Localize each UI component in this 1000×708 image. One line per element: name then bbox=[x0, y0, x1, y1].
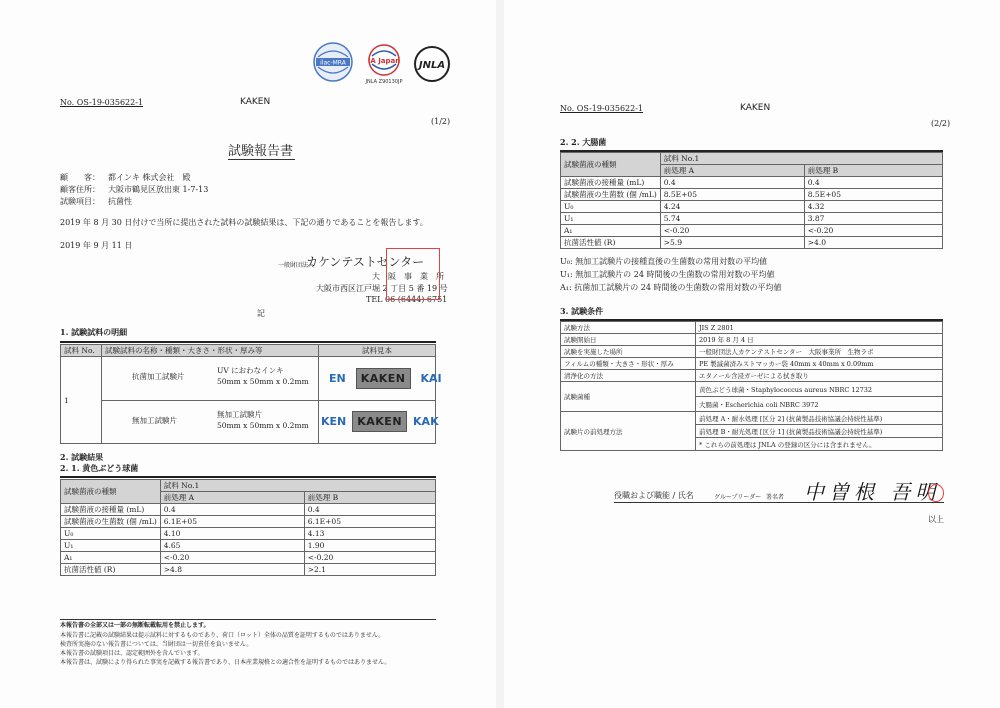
iajapan-code: JNLA Z90130JP bbox=[365, 79, 403, 85]
row-b: <-0.20 bbox=[304, 552, 435, 564]
test-item-label: 試験項目： bbox=[60, 197, 100, 206]
sample-1-swatch: KAKEN bbox=[356, 368, 411, 389]
report-title: 試験報告書 bbox=[228, 144, 294, 159]
cond-value: エタノール含浸ガーゼによる拭き取り bbox=[696, 370, 943, 382]
sample-2-pre: KEN bbox=[321, 415, 347, 428]
table-row bbox=[61, 552, 436, 564]
page-number: (1/2) bbox=[431, 117, 451, 126]
row-b: >4.0 bbox=[804, 237, 942, 249]
result-header-label: 試験菌液の種類 bbox=[61, 480, 161, 504]
table-row bbox=[561, 201, 943, 213]
ki-mark: 記 bbox=[257, 309, 265, 318]
pretreat-a: 前処理 A・耐水処理 [区分 2] (抗菌製品技術協議会持続性基準) bbox=[696, 412, 943, 425]
section-2-title: 2. 試験結果 bbox=[60, 452, 104, 462]
row-b: 0.4 bbox=[804, 177, 942, 189]
result-table-ecoli bbox=[560, 152, 943, 249]
intro-text: 2019 年 8 月 30 日付けで当所に提出された試料の試験結果は、下記の通りであることを報告します。 bbox=[60, 218, 428, 227]
page-gutter bbox=[496, 0, 504, 708]
row-label: 試験菌液の接種量 (mL) bbox=[561, 177, 661, 189]
row-b: 6.1E+05 bbox=[304, 516, 435, 528]
sign-role: グループリーダー bbox=[714, 494, 762, 501]
row-b: 4.13 bbox=[304, 528, 435, 540]
row-a: >4.8 bbox=[160, 564, 304, 576]
signature: 中曽根 吾明 bbox=[804, 480, 941, 504]
table-row bbox=[561, 322, 943, 334]
table-row bbox=[561, 225, 943, 237]
note-u1: U₁: 無加工試験片の 24 時間後の生菌数の常用対数の平均値 bbox=[560, 270, 775, 279]
row-b: >2.1 bbox=[304, 564, 435, 576]
result-col-a: 前処理 A bbox=[660, 165, 804, 177]
row-a: 8.5E+05 bbox=[660, 189, 804, 201]
conditions-table bbox=[560, 321, 943, 451]
row-b: 0.4 bbox=[304, 504, 435, 516]
row-label: U₀ bbox=[561, 201, 661, 213]
jnla-logo bbox=[412, 44, 452, 84]
footer-line: 本報告書は、試験により得られた事実を記載する報告書であり、日本産業規格との適合性を証明するものではありません。 bbox=[60, 659, 391, 666]
row-a: 0.4 bbox=[160, 504, 304, 516]
footer-line: 検査所実施のない報告書については、当財団は一切責任を負いません。 bbox=[60, 641, 253, 648]
sample-2-post: KAK bbox=[413, 415, 439, 428]
row-label: U₁ bbox=[561, 213, 661, 225]
section-3-title: 3. 試験条件 bbox=[560, 306, 604, 316]
table-row bbox=[61, 516, 436, 528]
client-label: 顧 客： bbox=[60, 173, 100, 182]
cond-value: JIS Z 2801 bbox=[696, 322, 943, 334]
sample-1-pre: EN bbox=[329, 371, 346, 385]
pretreat-note: * これらの前処理は JNLA の登録の区分には含まれません。 bbox=[696, 438, 943, 451]
table-row bbox=[61, 528, 436, 540]
table-row bbox=[61, 540, 436, 552]
row-b: 1.90 bbox=[304, 540, 435, 552]
cond-label: フィルムの種類・大きさ・形状・厚み bbox=[561, 358, 696, 370]
sample-no: 1 bbox=[61, 357, 102, 444]
footer-copyright: 本報告書の全部又は一部の無断転載転用を禁止します。 bbox=[60, 622, 210, 629]
jnla-logo-text: JNLA bbox=[418, 60, 446, 71]
bacteria-ecoli: 大腸菌・Escherichia coli NBRC 3972 bbox=[696, 397, 943, 412]
table-row bbox=[561, 334, 943, 346]
row-a: <-0.20 bbox=[160, 552, 304, 564]
pretreat-b: 前処理 B・耐光処理 [区分 1] (抗菌製品技術協議会持続性基準) bbox=[696, 425, 943, 438]
sample-row-2 bbox=[102, 400, 319, 444]
cond-label: 試験開始日 bbox=[561, 334, 696, 346]
table-row bbox=[561, 358, 943, 370]
header-kaken: KAKEN bbox=[740, 103, 771, 113]
table-row bbox=[561, 177, 943, 189]
sample-1-desc: UV におわなインキ bbox=[217, 366, 284, 375]
cond-label: 試験方法 bbox=[561, 322, 696, 334]
org-tel: TEL 06 (6444) 6751 bbox=[366, 295, 448, 304]
company-seal bbox=[386, 248, 440, 300]
row-label: U₁ bbox=[61, 540, 161, 552]
sample-col-no: 試料 No. bbox=[61, 345, 102, 357]
row-a: 4.10 bbox=[160, 528, 304, 540]
row-a: <-0.20 bbox=[660, 225, 804, 237]
row-label: 試験菌液の生菌数 (個 /mL) bbox=[61, 516, 161, 528]
result-col-a: 前処理 A bbox=[160, 492, 304, 504]
table-row bbox=[561, 370, 943, 382]
row-label: U₀ bbox=[61, 528, 161, 540]
sample-col-desc: 試験試料の名称・種類・大きさ・形状・厚み等 bbox=[102, 345, 319, 357]
address-label: 顧客住所： bbox=[60, 185, 100, 194]
row-a: 4.24 bbox=[660, 201, 804, 213]
section-1-title: 1. 試験試料の明細 bbox=[60, 327, 128, 337]
sample-1-size: 50mm x 50mm x 0.2mm bbox=[217, 377, 309, 386]
row-a: 4.65 bbox=[160, 540, 304, 552]
table-row bbox=[561, 213, 943, 225]
row-label: A₁ bbox=[561, 225, 661, 237]
sign-label: 役職および職能 / 氏名 bbox=[614, 491, 694, 500]
section-21-title: 2. 1. 黄色ぶどう球菌 bbox=[60, 463, 139, 473]
row-label: 抗菌活性値 (R) bbox=[561, 237, 661, 249]
cond-value: PE 製滅菌済みストマッカー袋 40mm x 40mm x 0.09mm bbox=[696, 358, 943, 370]
footer-line: 本報告書に記載の試験結果は提示試料に対するものであり、荷口（ロット）全体の品質を証明するものではありません。 bbox=[60, 632, 385, 639]
sample-2-swatch: KAKEN bbox=[352, 411, 407, 432]
header-kaken: KAKEN bbox=[240, 97, 271, 107]
section-22-title: 2. 2. 大腸菌 bbox=[560, 137, 607, 147]
ilac-mra-logo bbox=[312, 41, 354, 83]
table-row bbox=[561, 412, 943, 425]
row-b: 4.32 bbox=[804, 201, 942, 213]
report-page-1 bbox=[0, 0, 496, 708]
row-b: 3.87 bbox=[804, 213, 942, 225]
row-b: <-0.20 bbox=[804, 225, 942, 237]
doc-number: No. OS-19-035622-1 bbox=[60, 98, 144, 107]
page-number: (2/2) bbox=[931, 119, 951, 128]
row-a: 0.4 bbox=[660, 177, 804, 189]
row-label: 試験菌液の生菌数 (個 /mL) bbox=[561, 189, 661, 201]
result-sample-no: 試料 No.1 bbox=[660, 153, 942, 165]
cond-label: 試験を実施した場所 bbox=[561, 346, 696, 358]
sample-1-name: 抗菌加工試験片 bbox=[132, 372, 185, 381]
sample-1-image bbox=[319, 357, 442, 401]
address-value: 大阪市鶴見区放出東 1-7-13 bbox=[108, 185, 209, 194]
iajapan-logo bbox=[360, 40, 408, 86]
row-label: 試験菌液の接種量 (mL) bbox=[61, 504, 161, 516]
sample-2-desc: 無加工試験片 bbox=[217, 409, 262, 419]
row-a: >5.9 bbox=[660, 237, 804, 249]
org-prefix: 一般財団法人 bbox=[278, 262, 315, 269]
sample-row-1 bbox=[102, 357, 319, 401]
row-a: 6.1E+05 bbox=[160, 516, 304, 528]
cond-label: 清浄化の方法 bbox=[561, 370, 696, 382]
personal-seal bbox=[928, 484, 944, 502]
sample-1-post: KAI bbox=[420, 371, 442, 385]
sample-2-size: 50mm x 50mm x 0.2mm bbox=[217, 420, 309, 430]
client-value: 都インキ 株式会社 殿 bbox=[108, 173, 191, 182]
result-header-label: 試験菌液の種類 bbox=[561, 153, 661, 177]
cond-value: 一般財団法人カケンテストセンター 大阪事業所 生物ラボ bbox=[696, 346, 943, 358]
note-a1: A₁: 抗菌加工試験片の 24 時間後の生菌数の常用対数の平均値 bbox=[560, 283, 782, 292]
result-sample-no: 試料 No.1 bbox=[160, 480, 435, 492]
report-page-2 bbox=[504, 0, 1000, 708]
sign-name-label: 署名者 bbox=[766, 494, 785, 501]
bacteria-label: 試験菌種 bbox=[561, 382, 696, 412]
sample-2-image bbox=[319, 400, 439, 444]
result-table-staph bbox=[60, 479, 436, 576]
row-a: 5.74 bbox=[660, 213, 804, 225]
table-row bbox=[561, 382, 943, 397]
ilac-logo-text: ilac-MRA bbox=[320, 59, 346, 67]
report-date: 2019 年 9 月 11 日 bbox=[60, 241, 133, 250]
row-label: 抗菌活性値 (R) bbox=[61, 564, 161, 576]
row-b: 8.5E+05 bbox=[804, 189, 942, 201]
office-name: 大 阪 事 業 所 bbox=[372, 272, 444, 281]
row-label: A₁ bbox=[61, 552, 161, 564]
result-col-b: 前処理 B bbox=[304, 492, 435, 504]
sample-col-image: 試料見本 bbox=[319, 345, 436, 357]
sample-2-name: 無加工試験片 bbox=[132, 415, 177, 425]
footer-line: 本報告書の試験項目は、認定範囲外を含んでいます。 bbox=[60, 650, 204, 657]
bacteria-staph: 黄色ぶどう球菌・Staphylococcus aureus NBRC 12732 bbox=[696, 382, 943, 397]
test-item-value: 抗菌性 bbox=[108, 197, 132, 206]
result-col-b: 前処理 B bbox=[804, 165, 942, 177]
note-u0: U₀: 無加工試験片の接種直後の生菌数の常用対数の平均値 bbox=[560, 257, 768, 266]
pretreat-label: 試験片の前処理方法 bbox=[561, 412, 696, 451]
table-row bbox=[561, 237, 943, 249]
doc-number: No. OS-19-035622-1 bbox=[560, 104, 644, 113]
org-address: 大阪市西区江戸堀 2 丁目 5 番 19 号 bbox=[316, 284, 448, 293]
table-row bbox=[561, 346, 943, 358]
end-mark: 以上 bbox=[928, 515, 944, 524]
table-row bbox=[61, 564, 436, 576]
org-name: カケンテストセンター bbox=[306, 255, 425, 269]
cond-value: 2019 年 8 月 4 日 bbox=[696, 334, 943, 346]
iajapan-logo-text: IA Japan bbox=[367, 57, 401, 65]
table-row bbox=[61, 504, 436, 516]
table-row bbox=[561, 189, 943, 201]
sample-table bbox=[60, 344, 442, 444]
